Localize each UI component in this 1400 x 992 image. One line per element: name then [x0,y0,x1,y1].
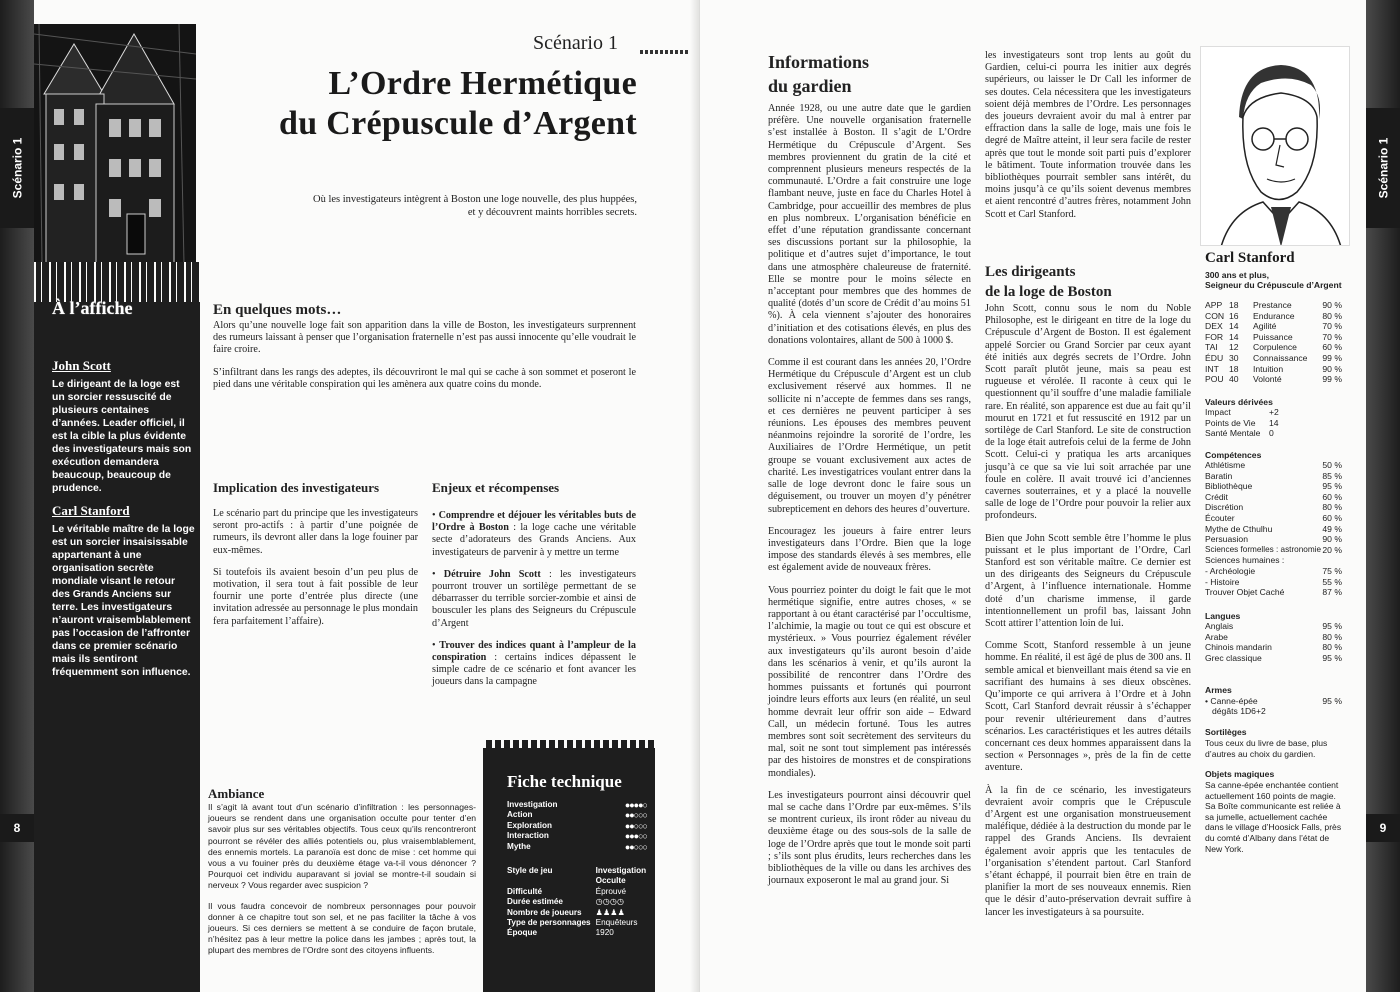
skill-row: Mythe de Cthulhu 49 % [1205,523,1342,534]
fiche-row: Durée estimée ◷◷◷◷ [507,897,625,907]
char-row: TAI 12 Corpulence 60 % [1205,342,1342,353]
characteristics-table [1205,300,1342,385]
sidebar-item-carl-stanford [52,503,195,679]
skills-heading: Compétences [1205,450,1262,460]
stanford-name: Carl Stanford [1205,250,1295,266]
sidebar-texture [34,262,200,302]
languages-heading: Langues [1205,611,1241,621]
info-gardien-heading: Informations du gardien [768,52,870,96]
sidebar-item-name: Carl Stanford [52,503,130,518]
fiche-details [507,866,652,939]
en-quelques-mots-heading: En quelques mots… [213,302,342,318]
language-row: Grec classique 95 % [1205,652,1342,663]
sidebar-item-text: Le véritable maître de la loge est un sorcier insaisissable appartenant à une organisation secrète mondiale visant le retour des Grands Anciens sur terre. Les investigateurs n’auront vraisemblablement pas l’occasion de l’affronter dans ce premier scénario mais ils sentiront fréquemment son influence. [52,524,195,678]
implication-text: Le scénario part du principe que les investigateurs seront pro-actifs : à partir d’une poignée de rumeurs, ils devront aller dans la loge fouiner par eux-mêmes. Si toutefois ils avaient besoin d’un peu plus de motivation, il sera tout à fait possible de leur fournir une porte d’entrée plus directe (une invitation adressée au personnage le plus mondain fera parfaitement l’affaire). [213,508,418,627]
skill-row: Bibliothèque 95 % [1205,481,1342,492]
char-row: INT 18 Intuition 90 % [1205,363,1342,374]
skill-row: Écouter 60 % [1205,512,1342,523]
affiche-heading: À l’affiche [52,298,133,318]
language-row: Anglais 95 % [1205,621,1342,631]
fiche-rating-row: Exploration ●●○○○ [507,820,647,831]
char-row: FOR 14 Puissance 70 % [1205,331,1342,342]
rating-dots: ●●○○○ [624,841,647,852]
stanford-subtitle: 300 ans et plus, [1205,270,1270,280]
derived-heading: Valeurs dérivées [1205,397,1273,407]
language-row: Arabe 80 % [1205,631,1342,642]
fiche-row: Style de jeu Investigation Occulte [507,866,647,886]
house-illustration [34,24,196,264]
fiche-row: Type de personnages Enquêteurs [507,918,638,928]
en-quelques-mots-text: Alors qu’une nouvelle loge fait son apparition dans la ville de Boston, les investigateurs surprennent des rumeurs laissant à penser que l’organisation fraternelle n’est pas aussi innocente qu’elle voudrait le faire croire. S’infiltrant dans les rangs des adeptes, ils découvriront le mal qui se cache à son sommet et poseront le pied dans une véritable conspiration qui les amènera aux quatre coins du monde. [213,320,636,390]
page-title: L’Ordre Hermétique du Crépuscule d’Argent [279,65,637,142]
rating-dots: ●●○○○ [624,820,647,831]
fiche-rating-row: Mythe ●●○○○ [507,841,647,852]
fiche-row: Nombre de joueurs ♟♟♟♟ [507,907,625,917]
char-row: ÉDU 30 Connaissance 99 % [1205,352,1342,363]
enjeux-item: • Détruire John Scott : les investigateurs pourront trouver un sortilège permettant de se débarrasser du terrible sorcier-zombie et ainsi de bousculer les plans des Seigneurs du Crépuscule d’Argent [432,568,637,629]
skill-row: Athlétisme 50 % [1205,460,1342,470]
derived-row: Santé Mentale 0 [1205,428,1274,439]
skills-table [1205,460,1342,598]
derived-row: Impact +2 [1205,407,1279,417]
skill-row: Persuasion 90 % [1205,534,1342,545]
weapon-damage: dégâts 1D6+2 [1212,706,1266,716]
fiche-heading: Fiche technique [507,772,622,791]
skill-row: - Archéologie 75 % [1205,565,1342,576]
fiche-row: Difficulté Éprouvé [507,886,627,896]
enjeux-item: • Trouver des indices quant à l’ampleur de la conspiration : certains indices dépassent le simple cadre de ce scénario et font avancer les joueurs dans la campagne [432,639,636,688]
derived-row: Points de Vie 14 [1205,417,1279,428]
language-row: Chinois mandarin 80 % [1205,642,1342,653]
char-row: POU 40 Volonté 99 % [1205,374,1342,385]
title-rule [640,50,695,54]
spells-heading: Sortilèges [1205,727,1247,737]
char-row: CON 16 Endurance 80 % [1205,310,1342,321]
sidebar-item-name: John Scott [52,358,111,373]
skill-row: Baratin 85 % [1205,470,1342,481]
chapter-tab-left: Scénario 1 [0,108,34,228]
enjeux-heading: Enjeux et récompenses [432,480,560,495]
page-number-left: 8 [0,814,34,842]
enjeux-item: • Comprendre et déjouer les véritables buts de l’Ordre à Boston : la loge cache une véritable secte d’adorateurs des Grands Anciens. Aux investigateurs de parvenir à y mettre un terme [432,510,636,558]
dirigeants-heading: Les dirigeants de la loge de Boston [985,264,1112,300]
skill-row: Discrétion 80 % [1205,502,1342,513]
fiche-rating-row: Action ●●○○○ [507,810,647,821]
implication-heading: Implication des investigateurs [213,480,380,495]
fiche-ratings [507,800,647,852]
objects-heading: Objets magiques [1205,769,1275,779]
fiche-rating-row: Interaction ●●●○○ [507,831,647,842]
info-gardien-continued: les investigateurs sont trop lents au goût du Gardien, celui-ci pourra les initier aux degrés supérieurs, ou laisser le Dr Call les informer de ses doutes. Cela nécessitera que les investigateurs soient déjà membres de l’Ordre. Les personnages des joueurs devraient avoir du mal à entrer par effraction dans la salle de loge, mais une fois le degré de Maître atteint, il leur sera facile de rester après que tout le monde soit parti puis d’explorer le bâtiment. Toute information trouvée dans les bibliothèques pourrait sembler sans intérêt, du moins jusqu’à ce qu’ils soient devenus membres et aient rencontré d’autres frères, notamment John Scott et Carl Stanford. [985,50,1191,220]
char-row: APP 18 Prestance 90 % [1205,300,1342,310]
carl-stanford-portrait [1200,46,1350,246]
info-gardien-text: Année 1928, ou une autre date que le gardien préfère. Une nouvelle organisation fraternelle s’est installée à Boston. Il s’agit de L’Ordre Hermétique du Crépuscule d’Argent. Ses membres proviennent du gratin de la cité et comprennent plusieurs meneurs respectés de la communauté. L’Ordre a fait construire une loge flambant neuve, juste en face du Charles Hotel à Cambridge, pour accueillir des membres de plus en plus nombreux. L’organisation bénéficie en effet d’une réputation grandissante concernant ses discussions portant sur la philosophie, la politique et d’autres sujet d’importance, le tout dans une atmosphère chaleureuse de fraternité. Elle se montre pour le moins sélecte en n’acceptant pour membres que des hommes de qualité (dotés d’un score de Crédit d’au moins 51 %). À cela viennent s’ajouter des honoraires d’initiation et des cotisations élevés, en plus des donations volontaires, allant de 500 à 1000 $. Comme il est courant dans les années 20, l’Ordre Hermétique du Crépuscule d’Argent est un club exclusivement réservé aux hommes. Il ne sollicite ni n’accepte de femmes dans ses rangs, et ces dernières ne peuvent participer à ses réunions. Les épouses des membres peuvent néanmoins rejoindre la sororité de l’ordre, les Auxiliaires de l’Ordre Hermétique, un petit groupe se vouant exclusivement aux actes de charité. Les investigatrices voulant entrer dans la salle de loge devront donc le faire sous un déguisement, ou trouver un moyen d’y pénétrer subrepticement en dehors des heures d’ouverture. Encouragez les joueurs à faire entrer leurs investigateurs dans l’Ordre. Bien que la loge impose des standards élevés à ses membres, elle est également avide de nouveaux frères. Vous pourriez pointer du doigt le fait que le mot hermétique signifie, entre autres choses, « se rapportant à ou étant caractérisé par l’occultisme, l’alchimie, la magie ou tout ce qui est obscure et mystérieux. » Vous pourriez également révéler aux investigateurs qu’ils auront besoin d’aide dans les scénarios à venir, et qu’ils auront la possibilité de rencontrer dans l’Ordre des hommes puissants et fortunés qui pourront joindre leurs efforts aux leurs (en réalité, un seul homme devrait leur offrir son aide – Edward Call, un médecin fortuné. Tous les autres membres sont soit secrètement des serviteurs du mal, soit ne sont tout simplement pas intéressés par des histoires de monstres et de conspirations mondiales). Les investigateurs pourront ainsi découvrir quel mal se cache dans l’Ordre par eux-mêmes. S’ils se montrent curieux, ils iront rôder au niveau du deuxième étage ou des sous-sols de la salle de loge de l’Ordre après que tout le monde soit parti ; s’ils sont plus érudits, leurs recherches dans les bibliothèques de la ville ou dans les archives des journaux exposeront le mal au grand jour. Si [768,103,971,887]
fiche-row: Époque 1920 [507,928,614,938]
chapter-tab-right: Scénario 1 [1366,108,1400,228]
skill-row: Crédit 60 % [1205,491,1342,502]
rating-dots: ●●●○○ [624,831,647,842]
skill-row: Sciences formelles : astronomie 20 % [1205,544,1342,555]
page-number-right: 9 [1366,814,1400,842]
char-row: DEX 14 Agilité 70 % [1205,321,1342,332]
ambiance-heading: Ambiance [208,786,265,801]
spells-text: Tous ceux du livre de base, plus d’autres au choix du gardien. [1205,738,1328,759]
sidebar-item-john-scott [52,358,195,495]
rating-dots: ●●●●○ [624,800,647,810]
scenario-label: Scénario 1 [533,32,618,54]
dirigeants-text: John Scott, connu sous le nom du Noble Philosophe, est le dirigeant en titre de la loge du Crépuscule d’Argent de Boston. Il est également appelé Sorcier ou Grand Sorcier par ceux ayant été initiés aux degrés secrets de l’Ordre. John Scott paraît plutôt jeune, mais sa peau est rugueuse et vérolée. Il raconte à ceux qui le questionnent qu’il souffre d’une maladie familiale rare. En réalité, son apparence est due au fait qu’il mourut en 1721 et fut ressuscité en 1912 par un sortilège de Carl Stanford. Le site de construction de la loge était autrefois celui de la ferme de John Scott. Celui-ci y pratiqua les arts arcaniques jusqu’à ce que sa vie lui soit arrachée par une foule en colère. Il avait trouvé ici d’anciennes cavernes souterraines, et y a placé la nouvelle salle de loge de l’Ordre pour pouvoir la relier aux profondeurs. Bien que John Scott semble être l’homme le plus puissant et le plus important de l’Ordre, Carl Stanford est son véritable maître. Ce dernier est un des dirigeants des Seigneurs du Crépuscule d’Argent, à l’influence internationale. Homme doté d’un charisme immense, il garde intentionnellement un profil bas, laissant John Scott attirer l’attention loin de lui. Comme Scott, Stanford ressemble à un jeune homme. En réalité, il est âgé de plus de 300 ans. Il semble amical et bienveillant mais étend sa vie en sacrifiant des humains à ses dieux obscènes. Qu’importe ce qui arrivera à l’Ordre et à John Scott, Carl Stanford devrait réussir à s’échapper pour revenir ultérieurement dans d’autres scénarios. Les caractéristiques et les autres détails concernant ces deux hommes apparaissent dans la section « Personnages », près de la fin de cette aventure. À la fin de ce scénario, les investigateurs devraient avoir compris que le Crépuscule d’Argent est une organisation monstrueusement maléfique, dédiée à la destruction du monde par le rappel des Grands Anciens. Ils devraient également avoir appris que les tentacules de l’organisation s’étendent partout. Carl Stanford s’étant échappé, il pourrait bien être en train de planifier la mort de ses nouveaux ennemis. Rien que le désir d’auto-préservation devrait suffire à lancer les investigateurs à sa poursuite. [985,303,1191,918]
skill-row: Trouver Objet Caché 87 % [1205,587,1342,598]
sidebar-item-text: Le dirigeant de la loge est un sorcier ressuscité de plusieurs centaines d’années. Leader officiel, il est la cible la plus évidente des investigateurs mais son exécution demandera beaucoup, beaucoup de prudence. [52,379,192,494]
rating-dots: ●●○○○ [624,810,647,821]
languages-table [1205,621,1342,663]
stanford-stat-block [1205,250,1345,290]
enjeux-list [432,510,636,699]
skill-row: - Histoire 55 % [1205,576,1342,587]
stanford-subtitle: Seigneur du Crépuscule d’Argent [1205,280,1342,290]
fiche-rating-row: Investigation ●●●●○ [507,800,647,810]
derived-table [1205,407,1295,439]
objects-text: Sa canne-épée enchantée contient actuellement 160 points de magie. Sa Boîte communicante est reliée à sa jumelle, actuellement cachée dans le village d’Hoosick Falls, près du comté d’Albany dans l’état de New York. [1205,780,1342,854]
ambiance-text: Il s’agit là avant tout d’un scénario d’infiltration : les personnages-joueurs se rendent dans une organisation occulte pour tenter d’en savoir plus sur ses véritables objectifs. Tous ceux qu’ils rencontreront pourront se révéler des alliés potentiels ou, plus vraisemblablement, des ennemis mortels. La paranoïa est donc de mise : cet homme qui vous a vu fouiner près du deuxième étage va-t-il vous dénoncer ? Pourquoi cet individu auparavant si jovial se montre-t-il soudain si nerveux ? Vous regarder avec suspicion ? Il vous faudra concevoir de nombreux personnages pour pouvoir donner à ce chapitre tout son sel, et ne pas faciliter la tâche à vos joueurs. Si ces derniers se mettent à se conduire de façon brutale, n’hésitez pas à leur mettre la police dans les jambes ; après tout, la plupart des membres de l’Ordre sont des citoyens influents. [208,802,476,956]
weapons-heading: Armes [1205,685,1232,695]
lead-text: Où les investigateurs intègrent à Boston une loge nouvelle, des plus huppées, et y découvrent maints horribles secrets. [313,194,637,218]
skill-row: Sciences humaines : [1205,555,1285,566]
weapon-row: • Canne-épée 95 % [1205,696,1342,706]
